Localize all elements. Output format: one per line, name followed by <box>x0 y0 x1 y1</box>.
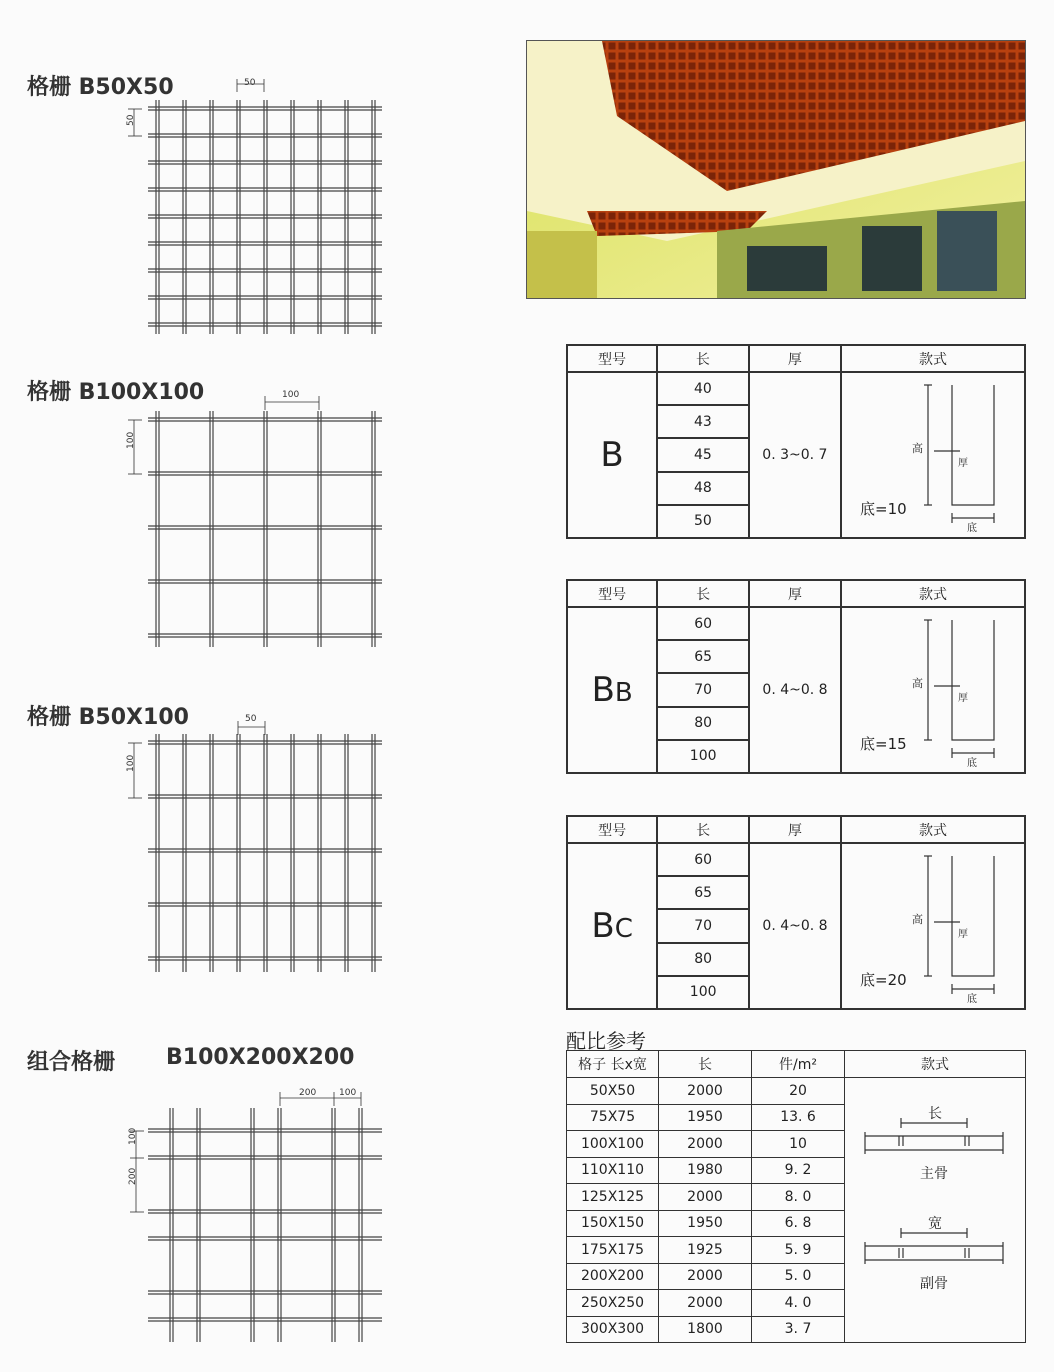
profile-cell <box>841 843 1025 1009</box>
ratio-cell: 1950 <box>659 1104 752 1131</box>
dim-y-label: 50 <box>126 114 136 126</box>
grid-title-b50x100: 格栅 B50X100 <box>27 705 189 730</box>
dim-y-label: 100 <box>126 431 136 449</box>
ratio-cell: 2000 <box>659 1263 752 1290</box>
ratio-title: 配比参考 <box>566 1029 646 1053</box>
ratio-cell: 20 <box>752 1078 845 1105</box>
main-bone-label: 主骨 <box>920 1166 948 1182</box>
dim-x2-label: 100 <box>339 1088 357 1098</box>
table-row <box>567 1078 1026 1105</box>
ratio-cell: 5. 9 <box>752 1237 845 1264</box>
ratio-cell: 1950 <box>659 1210 752 1237</box>
ratio-cell: 110X110 <box>567 1157 659 1184</box>
ratio-cell: 6. 8 <box>752 1210 845 1237</box>
grid-title-b50x50: 格栅 B50X50 <box>27 75 174 100</box>
sub-width-label: 宽 <box>928 1216 942 1232</box>
type-cell: BB <box>567 607 657 773</box>
length-cell: 65 <box>657 876 749 909</box>
length-cell: 100 <box>657 976 749 1009</box>
ratio-cell: 2000 <box>659 1290 752 1317</box>
label-height: 高 <box>912 442 923 455</box>
c-profile-diagram <box>842 373 1024 533</box>
ratio-cell: 1800 <box>659 1316 752 1343</box>
ratio-cell: 2000 <box>659 1078 752 1105</box>
ratio-cell: 150X150 <box>567 1210 659 1237</box>
grid-diagram-b100x100 <box>110 385 400 655</box>
label-thick: 厚 <box>958 929 968 940</box>
grid-title-b100x100: 格栅 B100X100 <box>27 380 205 405</box>
ratio-cell: 4. 0 <box>752 1290 845 1317</box>
length-cell: 43 <box>657 405 749 438</box>
bone-diagram <box>845 1078 1025 1338</box>
ceiling-photo <box>526 40 1026 299</box>
ratio-cell: 75X75 <box>567 1104 659 1131</box>
spec-table-bc <box>566 815 1026 1010</box>
length-cell: 70 <box>657 909 749 942</box>
label-base: 底 <box>967 758 977 768</box>
length-cell: 70 <box>657 673 749 706</box>
length-cell: 100 <box>657 740 749 773</box>
grid-title-combo-size: B100X200X200 <box>166 1045 355 1070</box>
ratio-style-cell <box>845 1078 1026 1343</box>
length-cell: 50 <box>657 505 749 538</box>
length-cell: 80 <box>657 707 749 740</box>
ratio-cell: 300X300 <box>567 1316 659 1343</box>
spec-table-bb <box>566 579 1026 774</box>
dim-y-label: 100 <box>126 754 136 772</box>
label-base: 底 <box>967 994 977 1004</box>
dim-x1-label: 200 <box>299 1088 317 1098</box>
length-cell: 48 <box>657 472 749 505</box>
type-cell: B <box>567 372 657 538</box>
ratio-cell: 3. 7 <box>752 1316 845 1343</box>
sub-bone-label: 副骨 <box>920 1276 948 1292</box>
label-height: 高 <box>912 913 923 926</box>
ratio-table <box>566 1050 1026 1343</box>
ratio-cell: 9. 2 <box>752 1157 845 1184</box>
base-value: 底=20 <box>860 971 907 989</box>
header-model: 型号 <box>567 345 657 372</box>
thickness-cell: 0. 4~0. 8 <box>749 843 841 1009</box>
dim-x-label: 50 <box>244 78 256 88</box>
ratio-cell: 100X100 <box>567 1131 659 1158</box>
dim-y1-label: 100 <box>128 1127 138 1145</box>
label-thick: 厚 <box>958 693 968 704</box>
grid-diagram-b50x50 <box>110 72 400 342</box>
header-thickness: 厚 <box>749 816 841 843</box>
spec-table-b <box>566 344 1026 539</box>
ratio-cell: 13. 6 <box>752 1104 845 1131</box>
ratio-cell: 50X50 <box>567 1078 659 1105</box>
header-thickness: 厚 <box>749 345 841 372</box>
ratio-cell: 250X250 <box>567 1290 659 1317</box>
header-style: 款式 <box>841 345 1025 372</box>
length-cell: 60 <box>657 843 749 876</box>
ratio-cell: 2000 <box>659 1131 752 1158</box>
ratio-cell: 1980 <box>659 1157 752 1184</box>
label-base: 底 <box>967 523 977 533</box>
header-length: 长 <box>657 345 749 372</box>
ratio-cell: 8. 0 <box>752 1184 845 1211</box>
length-cell: 65 <box>657 640 749 673</box>
c-profile-diagram <box>842 608 1024 768</box>
header-length: 长 <box>657 816 749 843</box>
length-cell: 40 <box>657 372 749 405</box>
length-cell: 60 <box>657 607 749 640</box>
dim-y2-label: 200 <box>128 1167 138 1185</box>
thickness-cell: 0. 3~0. 7 <box>749 372 841 538</box>
header-style: 款式 <box>841 816 1025 843</box>
ratio-cell: 125X125 <box>567 1184 659 1211</box>
length-cell: 45 <box>657 438 749 471</box>
base-value: 底=15 <box>860 735 907 753</box>
length-cell: 80 <box>657 943 749 976</box>
ratio-header-cell: 件/m² <box>752 1051 845 1078</box>
grid-diagram-b50x100 <box>110 710 400 980</box>
label-thick: 厚 <box>958 458 968 469</box>
thickness-cell: 0. 4~0. 8 <box>749 607 841 773</box>
dim-x-label: 50 <box>245 714 257 724</box>
header-style: 款式 <box>841 580 1025 607</box>
main-length-label: 长 <box>928 1106 942 1122</box>
ratio-cell: 10 <box>752 1131 845 1158</box>
grid-title-combo: 组合格栅 <box>27 1050 116 1075</box>
header-length: 长 <box>657 580 749 607</box>
ratio-cell: 2000 <box>659 1184 752 1211</box>
header-model: 型号 <box>567 816 657 843</box>
ratio-cell: 175X175 <box>567 1237 659 1264</box>
dim-x-label: 100 <box>282 390 300 400</box>
ratio-header-cell: 款式 <box>845 1051 1026 1078</box>
profile-cell <box>841 372 1025 538</box>
profile-cell <box>841 607 1025 773</box>
base-value: 底=10 <box>860 500 907 518</box>
grid-diagram-combo <box>110 1080 400 1350</box>
header-model: 型号 <box>567 580 657 607</box>
ratio-cell: 5. 0 <box>752 1263 845 1290</box>
ratio-cell: 1925 <box>659 1237 752 1264</box>
c-profile-diagram <box>842 844 1024 1004</box>
header-thickness: 厚 <box>749 580 841 607</box>
label-height: 高 <box>912 677 923 690</box>
ratio-header-cell: 格子 长x宽 <box>567 1051 659 1078</box>
ratio-cell: 200X200 <box>567 1263 659 1290</box>
ratio-header-cell: 长 <box>659 1051 752 1078</box>
type-cell: BC <box>567 843 657 1009</box>
